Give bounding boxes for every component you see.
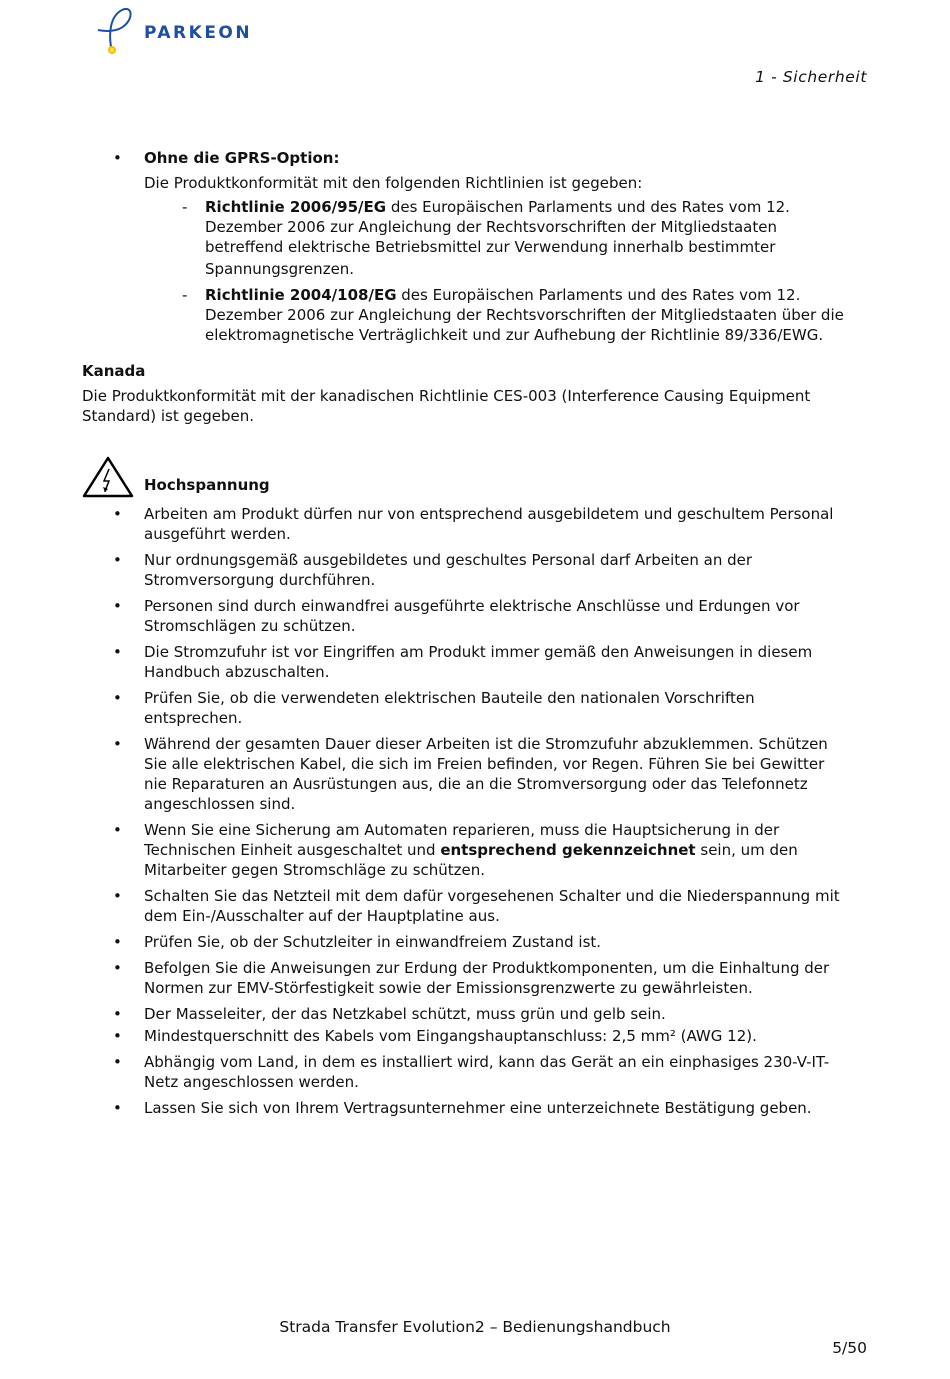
list-item [82,734,872,814]
footer-document-title: Strada Transfer Evolution2 – Bedienungshandbuch [279,1318,671,1336]
list-item [82,958,872,998]
dash-marker: - [182,198,188,216]
page-number: 5/50 [832,1339,867,1357]
canada-line: Standard) ist gegeben. [82,407,255,425]
gprs-title: • Ohne die GPRS-Option: [144,149,340,167]
list-item-line: Mindestquerschnitt des Kabels vom Eingangshauptanschluss: 2,5 mm² (AWG 12). [144,1027,757,1045]
parkeon-logo [94,4,274,56]
list-item-line: Während der gesamten Dauer dieser Arbeiten ist die Stromzufuhr abzuklemmen. Schützen [144,735,828,753]
directive-name: Richtlinie 2006/95/EG [205,198,387,216]
list-item-line: Netz angeschlossen werden. [144,1073,359,1091]
directive-name: Richtlinie 2004/108/EG [205,286,397,304]
list-item-line: Befolgen Sie die Anweisungen zur Erdung der Produktkomponenten, um die Einhaltung der [144,959,830,977]
directive-text-line: des Europäischen Parlaments und des Rates vom 12. [386,198,790,216]
parkeon-logo-mark-icon [94,4,144,56]
gprs-section [82,148,872,168]
directive-item [82,285,872,345]
list-item [82,1026,872,1046]
section-label: 1 - Sicherheit [755,68,867,86]
list-item-line: Arbeiten am Produkt dürfen nur von entsprechend ausgebildetem und geschultem Personal [144,505,834,523]
list-item [82,596,872,636]
list-item [82,1098,872,1118]
gprs-intro: Die Produktkonformität mit den folgenden Richtlinien ist gegeben: [144,174,643,192]
high-voltage-list [82,504,872,1118]
page-content [82,148,872,1118]
directive-text-line: Spannungsgrenzen. [205,260,355,278]
canada-heading: Kanada [82,362,146,380]
list-item [82,642,872,682]
list-item [82,550,872,590]
high-voltage-warning-icon [82,456,134,498]
list-item-line: Personen sind durch einwandfrei ausgeführte elektrische Anschlüsse und Erdungen vor [144,597,800,615]
list-item-line: Stromschlägen zu schützen. [144,617,356,635]
list-item-line: Abhängig vom Land, in dem es installiert wird, kann das Gerät an ein einphasiges 230-V-IT- [144,1053,830,1071]
list-item-line: Schalten Sie das Netzteil mit dem dafür vorgesehenen Schalter und die Niederspannung mit [144,887,840,905]
dash-marker: - [182,286,188,304]
list-item-line: Prüfen Sie, ob die verwendeten elektrischen Bauteile den nationalen Vorschriften [144,689,755,707]
list-item-line: Technischen Einheit ausgeschaltet und [144,841,441,859]
list-item-line: Lassen Sie sich von Ihrem Vertragsunternehmer eine unterzeichnete Bestätigung geben. [144,1099,812,1117]
list-item-line: entsprechen. [144,709,243,727]
list-item [82,1004,872,1024]
directive-text-line: des Europäischen Parlaments und des Rates vom 12. [396,286,801,304]
list-item-line: angeschlossen sind. [144,795,296,813]
high-voltage-heading [82,456,872,498]
list-item-line: Normen zur EMV-Störfestigkeit sowie der Emissionsgrenzwerte zu gewährleisten. [144,979,753,997]
list-item-line: Mitarbeiter gegen Stromschläge zu schützen. [144,861,486,879]
list-item-line: ausgeführt werden. [144,525,291,543]
list-item-line: Nur ordnungsgemäß ausgebildetes und geschultes Personal darf Arbeiten an der [144,551,753,569]
list-item-line: sein, um den [695,841,798,859]
canada-line: Die Produktkonformität mit der kanadischen Richtlinie CES-003 (Interference Causing Equipment [82,387,811,405]
list-item-line: Die Stromzufuhr ist vor Eingriffen am Produkt immer gemäß den Anweisungen in diesem [144,643,813,661]
directive-item [82,197,872,281]
directive-text-line: betreffend elektrische Betriebsmittel zur Verwendung innerhalb bestimmter [205,238,776,256]
directive-text-line: Dezember 2006 zur Angleichung der Rechtsvorschriften der Mitgliedstaaten über die [205,306,844,324]
list-item-line: Der Masseleiter, der das Netzkabel schützt, muss grün und gelb sein. [144,1005,666,1023]
high-voltage-title: Hochspannung [144,476,270,494]
canada-paragraph [82,386,872,426]
logo-wordmark: PARKEON [144,23,253,43]
list-item-line: Wenn Sie eine Sicherung am Automaten reparieren, muss die Hauptsicherung in der [144,821,780,839]
list-item [82,504,872,544]
list-item [82,688,872,728]
list-item [82,1052,872,1092]
list-item-line: Prüfen Sie, ob der Schutzleiter in einwandfreiem Zustand ist. [144,933,602,951]
list-item-line: nie Reparaturen an Ausrüstungen aus, die an die Stromversorgung oder das Telefonnetz [144,775,808,793]
list-item-line: Sie alle elektrischen Kabel, die sich im Freien befinden, vor Regen. Führen Sie bei Gewitter [144,755,825,773]
list-item [82,932,872,952]
list-item [82,886,872,926]
list-item [82,820,872,880]
directive-text-line: Dezember 2006 zur Angleichung der Rechtsvorschriften der Mitgliedstaaten [205,218,777,236]
list-item-line: Stromversorgung durchführen. [144,571,376,589]
directive-text-line: elektromagnetische Verträglichkeit und zur Aufhebung der Richtlinie 89/336/EWG. [205,326,824,344]
list-item-emphasis: entsprechend gekennzeichnet [440,841,696,859]
list-item-line: Handbuch abzuschalten. [144,663,330,681]
list-item-line: dem Ein-/Ausschalter auf der Hauptplatine aus. [144,907,500,925]
